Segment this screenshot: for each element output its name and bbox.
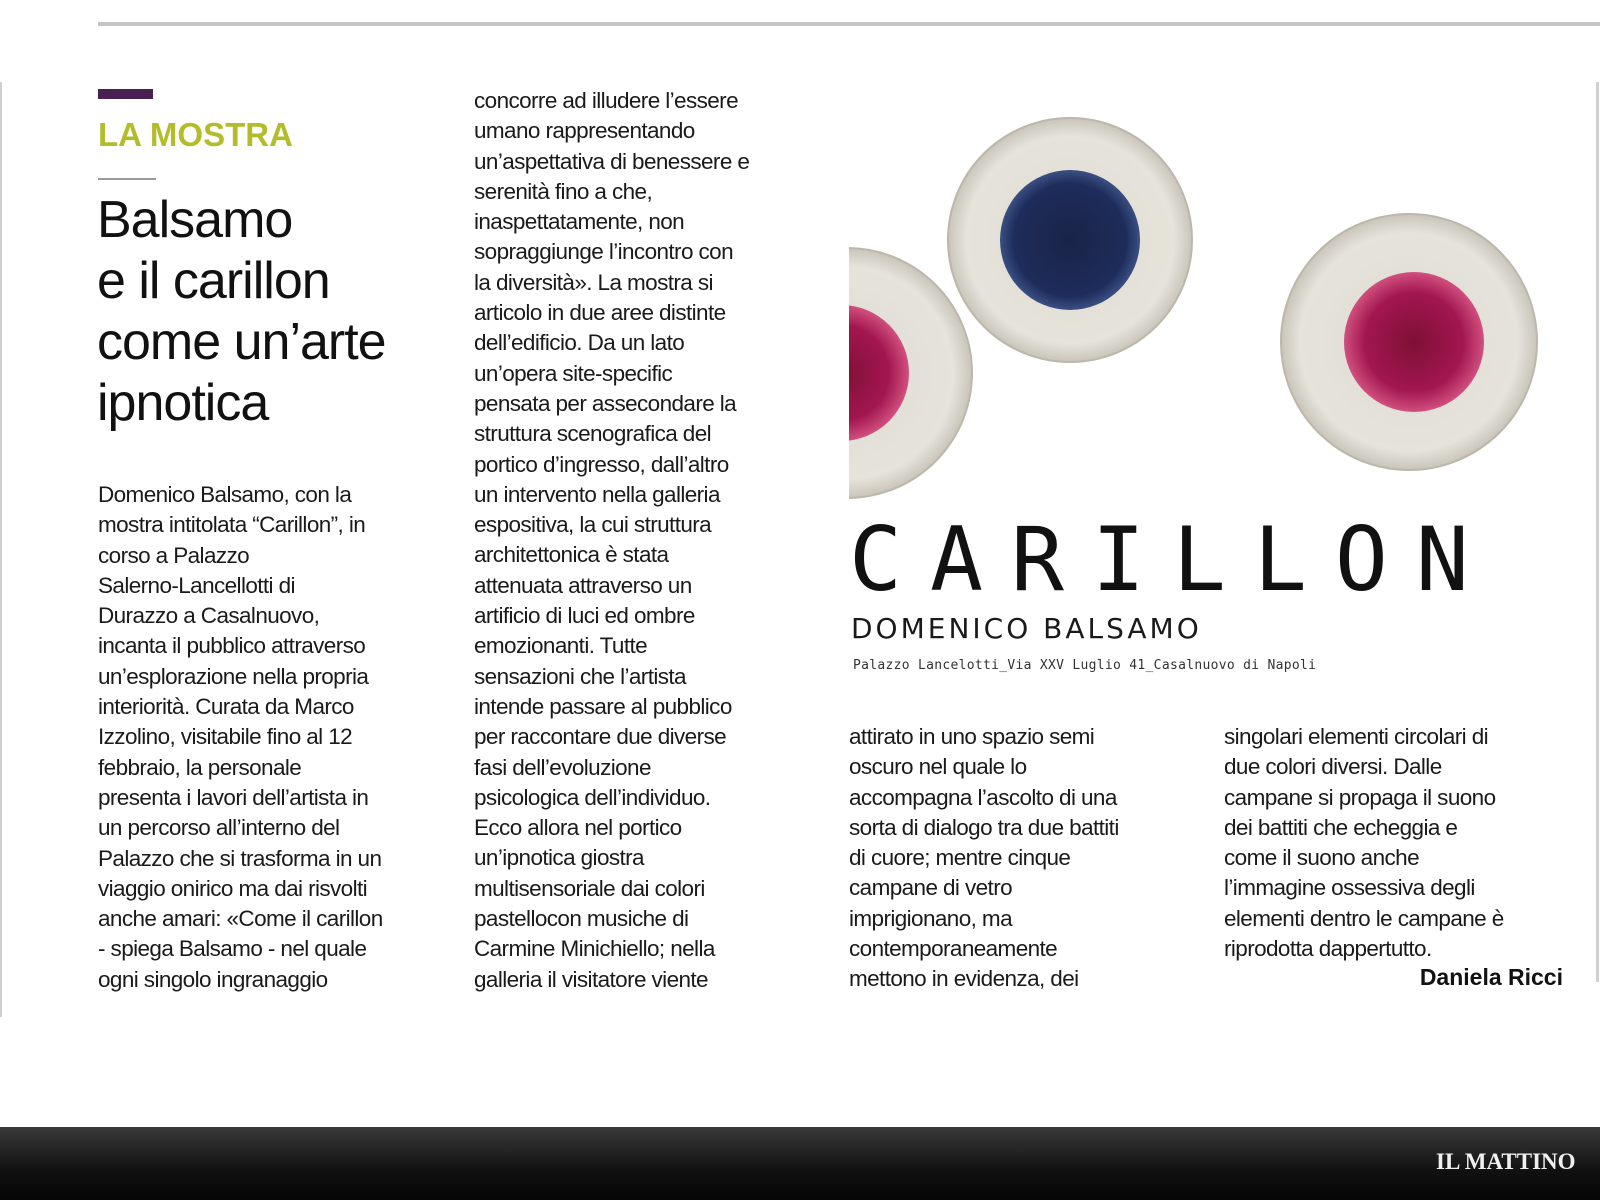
article-text-line: mettono in evidenza, dei (849, 966, 1079, 992)
article-text-line: campane si propaga il suono (1224, 784, 1496, 810)
article-text-line: dell’edificio. Da un lato (474, 330, 685, 356)
article-text-line: corso a Palazzo (98, 542, 250, 568)
article-text-line: incanta il pubblico attraverso (98, 633, 366, 659)
headline-line: ipnotica (97, 374, 269, 432)
article-column-3 (849, 722, 1194, 995)
article-text-line: un’ipnotica giostra (474, 845, 644, 871)
article-text-line: Domenico Balsamo, con la (98, 482, 352, 507)
article-text-line: ogni singolo ingranaggio (98, 966, 328, 992)
article-text-line: un’esplorazione nella propria (98, 663, 369, 689)
poster-title: CARILLON (849, 508, 1497, 611)
disc-blue-center-core (1000, 170, 1140, 310)
article-text-line: di cuore; mentre cinque (849, 845, 1071, 871)
disc-magenta-right-core (1344, 272, 1484, 412)
article-text-line: singolari elementi circolari di (1224, 724, 1489, 749)
article-text-line: galleria il visitatore viente (474, 966, 708, 992)
article-text-line: pensata per assecondare la (474, 390, 737, 416)
article-text-line: sorta di dialogo tra due battiti (849, 814, 1119, 840)
article-text-line: la diversità». La mostra si (474, 269, 713, 295)
article-text-line: attenuata attraverso un (474, 572, 692, 598)
article-headline (97, 190, 467, 434)
article-text-line: un’opera site-specific (474, 360, 673, 386)
article-text-line: contemporaneamente (849, 936, 1058, 962)
article-text-line: l’immagine ossessiva degli (1224, 875, 1475, 901)
article-text-line: architettonica è stata (474, 542, 669, 568)
article-text-line: - spiega Balsamo - nel quale (98, 936, 367, 962)
article-text-line: portico d’ingresso, dall’altro (474, 451, 729, 477)
article-text-line: riprodotta dappertutto. (1224, 936, 1432, 962)
article-text-line: artificio di luci ed ombre (474, 603, 695, 629)
article-text-line: serenità fino a che, (474, 178, 653, 204)
article-text-line: anche amari: «Come il carillon (98, 906, 383, 932)
article-text-line: due colori diversi. Dalle (1224, 754, 1442, 780)
article-text-line: intende passare al pubblico (474, 693, 732, 719)
article-text-line: articolo in due aree distinte (474, 300, 726, 326)
article-text-line: imprigionano, ma (849, 905, 1012, 931)
kicker-accent-bar (98, 89, 153, 99)
article-text-line: Izzolino, visitabile fino al 12 (98, 724, 353, 750)
footer-bar (0, 1127, 1600, 1200)
article-text-line: umano rappresentando (474, 118, 695, 144)
article-column-4 (1224, 722, 1584, 964)
article-text-line: fasi dell’evoluzione (474, 754, 651, 780)
article-text-line: Durazzo a Casalnuovo, (98, 603, 320, 629)
article-text-line: presenta i lavori dell’artista in (98, 784, 369, 810)
top-rule (98, 22, 1600, 26)
article-text-line: struttura scenografica del (474, 421, 712, 447)
article-text-line: per raccontare due diverse (474, 724, 727, 750)
poster-artist-name: DOMENICO BALSAMO (851, 612, 1202, 645)
article-text-line: multisensoriale dai colori (474, 875, 705, 901)
article-text-line: attirato in uno spazio semi (849, 724, 1095, 749)
article-text-line: febbraio, la personale (98, 754, 302, 780)
kicker-divider (98, 178, 156, 180)
article-text-line: concorre ad illudere l’essere (474, 88, 738, 113)
article-text-line: emozionanti. Tutte (474, 633, 648, 659)
article-text-line: pastellocon musiche di (474, 906, 689, 932)
article-text-line: campane di vetro (849, 875, 1012, 901)
article-text-line: sensazioni che l’artista (474, 663, 686, 689)
article-text-line: dei battiti che echeggia e (1224, 814, 1458, 840)
headline-line: Balsamo (97, 191, 293, 249)
article-column-2 (474, 86, 814, 995)
article-text-line: viaggio onirico ma dai risvolti (98, 875, 368, 901)
article-column-1 (98, 480, 448, 995)
article-text-line: elementi dentro le campane è (1224, 905, 1504, 931)
article-text-line: accompagna l’ascolto di una (849, 784, 1117, 810)
article-text-line: Ecco allora nel portico (474, 815, 682, 841)
article-text-line: psicologica dell’individuo. (474, 784, 711, 810)
headline-line: e il carillon (97, 252, 330, 310)
left-margin-rule (0, 82, 2, 1017)
article-text-line: Palazzo che si trasforma in un (98, 845, 382, 871)
article-text-line: interiorità. Curata da Marco (98, 694, 354, 720)
article-text-line: un percorso all’interno del (98, 815, 340, 841)
author-signature: Daniela Ricci (1419, 964, 1563, 990)
article-text-line: un’aspettativa di benessere e (474, 148, 750, 174)
article-text-line: Salerno-Lancellotti di (98, 572, 295, 598)
right-margin-rule (1596, 82, 1599, 982)
section-kicker: LA MOSTRA (98, 116, 293, 153)
newspaper-logo: IL MATTINO (1436, 1149, 1576, 1174)
poster-venue: Palazzo Lancelotti_Via XXV Luglio 41_Casalnuovo di Napoli (853, 658, 1317, 673)
article-text-line: oscuro nel quale lo (849, 754, 1027, 780)
article-text-line: Carmine Minichiello; nella (474, 936, 715, 962)
article-text-line: espositiva, la cui struttura (474, 512, 712, 538)
article-text-line: sopraggiunge l’incontro con (474, 239, 733, 265)
article-text-line: un intervento nella galleria (474, 481, 720, 507)
headline-line: come un’arte (97, 313, 386, 371)
article-text-line: mostra intitolata “Carillon”, in (98, 512, 366, 538)
article-text-line: inaspettatamente, non (474, 209, 685, 235)
article-text-line: come il suono anche (1224, 845, 1419, 871)
